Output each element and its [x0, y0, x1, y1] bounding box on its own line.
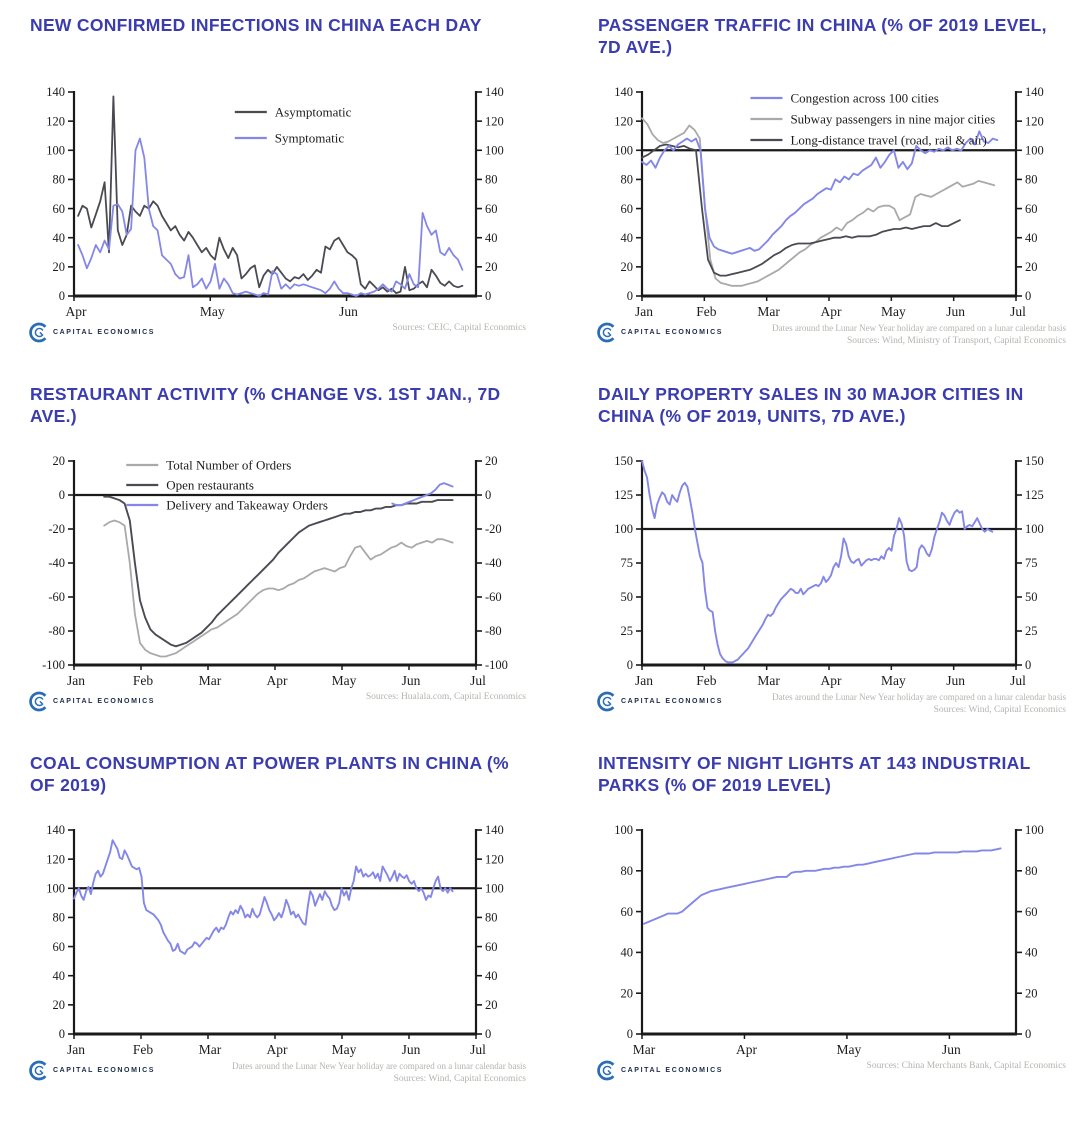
svg-text:20: 20 — [485, 454, 498, 469]
svg-text:80: 80 — [485, 910, 498, 925]
capital-economics-logo — [28, 1060, 155, 1081]
chart-footer — [592, 691, 1066, 718]
svg-text:20: 20 — [52, 997, 65, 1012]
svg-text:Symptomatic: Symptomatic — [274, 130, 345, 146]
svg-text:Mar: Mar — [757, 304, 780, 319]
svg-text:140: 140 — [1025, 85, 1044, 100]
svg-text:25: 25 — [620, 624, 633, 639]
chart-notes — [366, 691, 526, 705]
svg-text:Open restaurants: Open restaurants — [166, 477, 254, 493]
svg-text:20: 20 — [485, 260, 498, 275]
svg-text:140: 140 — [485, 85, 504, 100]
svg-text:Jul: Jul — [470, 672, 486, 688]
capital-economics-logo — [28, 691, 155, 712]
chart-footer — [24, 691, 526, 712]
svg-text:20: 20 — [1025, 986, 1038, 1001]
svg-text:80: 80 — [1025, 863, 1038, 878]
svg-text:Mar: Mar — [198, 672, 222, 688]
svg-text:125: 125 — [614, 488, 633, 503]
svg-text:80: 80 — [620, 863, 633, 878]
svg-text:Jul: Jul — [470, 1041, 486, 1057]
chart-title: COAL CONSUMPTION AT POWER PLANTS IN CHINA (% OF 2019) — [30, 752, 509, 796]
svg-text:0: 0 — [58, 1026, 65, 1041]
line-chart — [592, 822, 1066, 1064]
chart-sources: Sources: CEIC, Capital Economics — [392, 323, 526, 333]
svg-text:May: May — [880, 304, 906, 319]
svg-text:125: 125 — [1025, 488, 1044, 503]
chart-sources: Sources: Wind, Capital Economics — [933, 704, 1066, 715]
svg-text:-20: -20 — [48, 522, 65, 537]
chart-title: RESTAURANT ACTIVITY (% CHANGE VS. 1ST JAN., 7D AVE.) — [30, 383, 501, 427]
svg-text:120: 120 — [485, 851, 504, 866]
svg-text:May: May — [331, 672, 357, 688]
chart-notes — [867, 1060, 1066, 1074]
capital-economics-logo — [596, 322, 723, 343]
svg-text:50: 50 — [1025, 590, 1038, 605]
logo-swirl-icon — [28, 1060, 49, 1081]
logo-text: CAPITAL ECONOMICS — [53, 697, 155, 705]
chart-sources: Sources: Wind, Capital Economics — [393, 1073, 526, 1084]
svg-text:100: 100 — [46, 881, 65, 896]
chart-plot — [24, 453, 526, 695]
chart-notes — [772, 691, 1066, 718]
svg-text:0: 0 — [626, 1026, 633, 1041]
capital-economics-logo — [28, 322, 155, 343]
logo-swirl-icon — [596, 1060, 617, 1081]
svg-text:0: 0 — [485, 488, 492, 503]
svg-text:Jun: Jun — [946, 304, 966, 319]
svg-text:0: 0 — [626, 658, 633, 673]
svg-text:100: 100 — [1025, 522, 1044, 537]
chart-footnote: Dates around the Lunar New Year holiday are compared on a lunar calendar basis — [772, 691, 1066, 702]
svg-text:75: 75 — [620, 556, 633, 571]
line-chart — [592, 453, 1066, 695]
logo-swirl-icon — [596, 322, 617, 343]
svg-text:40: 40 — [485, 968, 498, 983]
chart-sources: Sources: China Merchants Bank, Capital Economics — [866, 1060, 1066, 1071]
svg-text:Subway passengers in nine majo: Subway passengers in nine major cities — [790, 111, 996, 127]
chart-title: DAILY PROPERTY SALES IN 30 MAJOR CITIES IN CHINA (% OF 2019, UNITS, 7D AVE.) — [598, 383, 1024, 427]
svg-text:Jan: Jan — [67, 1041, 85, 1057]
line-chart — [24, 822, 526, 1064]
logo-swirl-icon — [28, 691, 49, 712]
svg-text:Asymptomatic: Asymptomatic — [274, 104, 352, 120]
svg-text:40: 40 — [620, 945, 633, 960]
svg-text:100: 100 — [614, 143, 633, 158]
svg-text:100: 100 — [1025, 822, 1044, 837]
svg-text:-40: -40 — [485, 556, 502, 571]
svg-text:100: 100 — [614, 822, 633, 837]
svg-text:0: 0 — [58, 488, 65, 503]
chart-footer — [24, 1060, 526, 1087]
svg-text:140: 140 — [46, 85, 65, 100]
logo-text: CAPITAL ECONOMICS — [53, 1066, 155, 1074]
svg-text:40: 40 — [52, 230, 65, 245]
chart-plot — [592, 453, 1066, 695]
svg-text:-60: -60 — [485, 590, 502, 605]
svg-text:60: 60 — [485, 939, 498, 954]
chart-notes — [392, 322, 526, 336]
svg-text:Congestion across 100 cities: Congestion across 100 cities — [790, 90, 939, 106]
svg-text:Mar: Mar — [757, 672, 780, 688]
svg-text:140: 140 — [46, 822, 65, 837]
svg-text:May: May — [199, 304, 225, 319]
svg-text:Jun: Jun — [401, 1041, 421, 1057]
svg-text:-60: -60 — [48, 590, 65, 605]
svg-text:20: 20 — [620, 986, 633, 1001]
svg-text:80: 80 — [485, 172, 498, 187]
svg-text:150: 150 — [614, 454, 633, 469]
svg-text:0: 0 — [1025, 289, 1032, 304]
chart-plot — [592, 822, 1066, 1064]
svg-text:Delivery and Takeaway Orders: Delivery and Takeaway Orders — [166, 497, 328, 513]
line-chart — [24, 453, 526, 695]
svg-text:Apr: Apr — [65, 304, 87, 319]
chart-plot — [24, 822, 526, 1064]
svg-text:Feb: Feb — [696, 304, 717, 319]
logo-text: CAPITAL ECONOMICS — [53, 329, 155, 336]
svg-text:Total Number of Orders: Total Number of Orders — [166, 457, 292, 473]
svg-text:20: 20 — [52, 454, 65, 469]
svg-text:-100: -100 — [42, 658, 65, 673]
svg-text:60: 60 — [620, 904, 633, 919]
svg-text:40: 40 — [1025, 945, 1038, 960]
svg-text:75: 75 — [1025, 556, 1038, 571]
svg-text:May: May — [880, 672, 906, 688]
chart-plot — [24, 84, 526, 326]
chart-notes — [232, 1060, 526, 1087]
chart-card-restaurant-activity — [24, 383, 526, 718]
chart-footer — [592, 322, 1066, 349]
svg-text:40: 40 — [1025, 230, 1038, 245]
svg-text:60: 60 — [620, 201, 633, 216]
chart-title: PASSENGER TRAFFIC IN CHINA (% OF 2019 LEVEL, 7D AVE.) — [598, 15, 1047, 58]
svg-text:120: 120 — [46, 851, 65, 866]
svg-text:Feb: Feb — [132, 1041, 154, 1057]
svg-text:20: 20 — [1025, 260, 1038, 275]
chart-footnote: Dates around the Lunar New Year holiday are compared on a lunar calendar basis — [772, 323, 1066, 333]
svg-text:120: 120 — [485, 114, 504, 129]
svg-text:100: 100 — [485, 143, 504, 158]
svg-text:60: 60 — [485, 201, 498, 216]
svg-text:-80: -80 — [48, 624, 65, 639]
svg-text:May: May — [836, 1041, 862, 1057]
line-chart — [592, 84, 1066, 326]
chart-sources: Sources: Hualala.com, Capital Economics — [365, 691, 526, 702]
svg-text:Jul: Jul — [1010, 672, 1026, 688]
capital-economics-logo — [596, 1060, 723, 1081]
chart-title: NEW CONFIRMED INFECTIONS IN CHINA EACH DAY — [30, 15, 482, 35]
svg-text:Jan: Jan — [67, 672, 85, 688]
svg-text:60: 60 — [1025, 904, 1038, 919]
svg-text:120: 120 — [46, 114, 65, 129]
svg-text:Apr: Apr — [735, 1041, 757, 1057]
chart-sources: Sources: Wind, Ministry of Transport, Capital Economics — [847, 336, 1066, 347]
svg-text:Jun: Jun — [946, 672, 966, 688]
svg-text:Long-distance travel (road, ra: Long-distance travel (road, rail & air) — [790, 132, 987, 148]
chart-card-infections — [24, 14, 526, 349]
logo-text: CAPITAL ECONOMICS — [621, 697, 723, 705]
svg-text:Jun: Jun — [401, 672, 421, 688]
svg-text:100: 100 — [614, 522, 633, 537]
svg-text:Jun: Jun — [942, 1041, 961, 1057]
svg-text:50: 50 — [620, 590, 633, 605]
svg-text:40: 40 — [52, 968, 65, 983]
svg-text:Jul: Jul — [1010, 304, 1026, 319]
svg-text:25: 25 — [1025, 624, 1038, 639]
svg-text:20: 20 — [485, 997, 498, 1012]
svg-text:100: 100 — [485, 881, 504, 896]
line-chart — [24, 84, 526, 326]
chart-plot — [592, 84, 1066, 326]
svg-text:80: 80 — [1025, 172, 1038, 187]
svg-text:120: 120 — [1025, 114, 1044, 129]
chart-card-passenger-traffic — [592, 14, 1066, 349]
svg-text:140: 140 — [614, 85, 633, 100]
svg-text:0: 0 — [1025, 658, 1032, 673]
chart-footer — [24, 322, 526, 343]
svg-text:80: 80 — [620, 172, 633, 187]
svg-text:20: 20 — [620, 260, 633, 275]
svg-text:Mar: Mar — [632, 1041, 656, 1057]
svg-text:0: 0 — [485, 289, 492, 304]
svg-text:Feb: Feb — [696, 672, 717, 688]
svg-text:-20: -20 — [485, 522, 502, 537]
chart-card-night-lights — [592, 752, 1066, 1087]
svg-text:40: 40 — [485, 230, 498, 245]
svg-text:Jan: Jan — [635, 304, 653, 319]
svg-text:Feb: Feb — [132, 672, 154, 688]
svg-text:150: 150 — [1025, 454, 1044, 469]
svg-text:140: 140 — [485, 822, 504, 837]
svg-text:Apr: Apr — [820, 672, 842, 688]
svg-text:Jan: Jan — [635, 672, 653, 688]
logo-swirl-icon — [596, 691, 617, 712]
svg-text:-100: -100 — [485, 658, 508, 673]
logo-swirl-icon — [28, 322, 49, 343]
capital-economics-logo — [596, 691, 723, 712]
svg-text:Apr: Apr — [266, 1041, 288, 1057]
logo-text: CAPITAL ECONOMICS — [621, 329, 723, 336]
chart-footnote: Dates around the Lunar New Year holiday are compared on a lunar calendar basis — [232, 1060, 526, 1071]
svg-text:May: May — [331, 1041, 357, 1057]
svg-text:80: 80 — [52, 172, 65, 187]
svg-text:-80: -80 — [485, 624, 502, 639]
svg-text:Mar: Mar — [198, 1041, 222, 1057]
svg-text:Apr: Apr — [266, 672, 288, 688]
svg-text:100: 100 — [1025, 143, 1044, 158]
chart-footer — [592, 1060, 1066, 1081]
svg-text:120: 120 — [614, 114, 633, 129]
logo-text: CAPITAL ECONOMICS — [621, 1066, 723, 1074]
svg-text:80: 80 — [52, 910, 65, 925]
svg-text:60: 60 — [52, 939, 65, 954]
chart-notes — [772, 322, 1066, 349]
chart-title: INTENSITY OF NIGHT LIGHTS AT 143 INDUSTRIAL PARKS (% OF 2019 LEVEL) — [598, 752, 1031, 796]
chart-card-coal-consumption — [24, 752, 526, 1087]
svg-text:20: 20 — [52, 260, 65, 275]
svg-text:Apr: Apr — [820, 304, 842, 319]
svg-text:60: 60 — [52, 201, 65, 216]
svg-text:0: 0 — [485, 1026, 492, 1041]
svg-text:60: 60 — [1025, 201, 1038, 216]
svg-text:100: 100 — [46, 143, 65, 158]
svg-text:0: 0 — [626, 289, 633, 304]
chart-card-property-sales — [592, 383, 1066, 718]
svg-text:0: 0 — [58, 289, 65, 304]
svg-text:40: 40 — [620, 230, 633, 245]
svg-text:Jun: Jun — [339, 304, 358, 319]
svg-text:-40: -40 — [48, 556, 65, 571]
svg-text:0: 0 — [1025, 1026, 1032, 1041]
